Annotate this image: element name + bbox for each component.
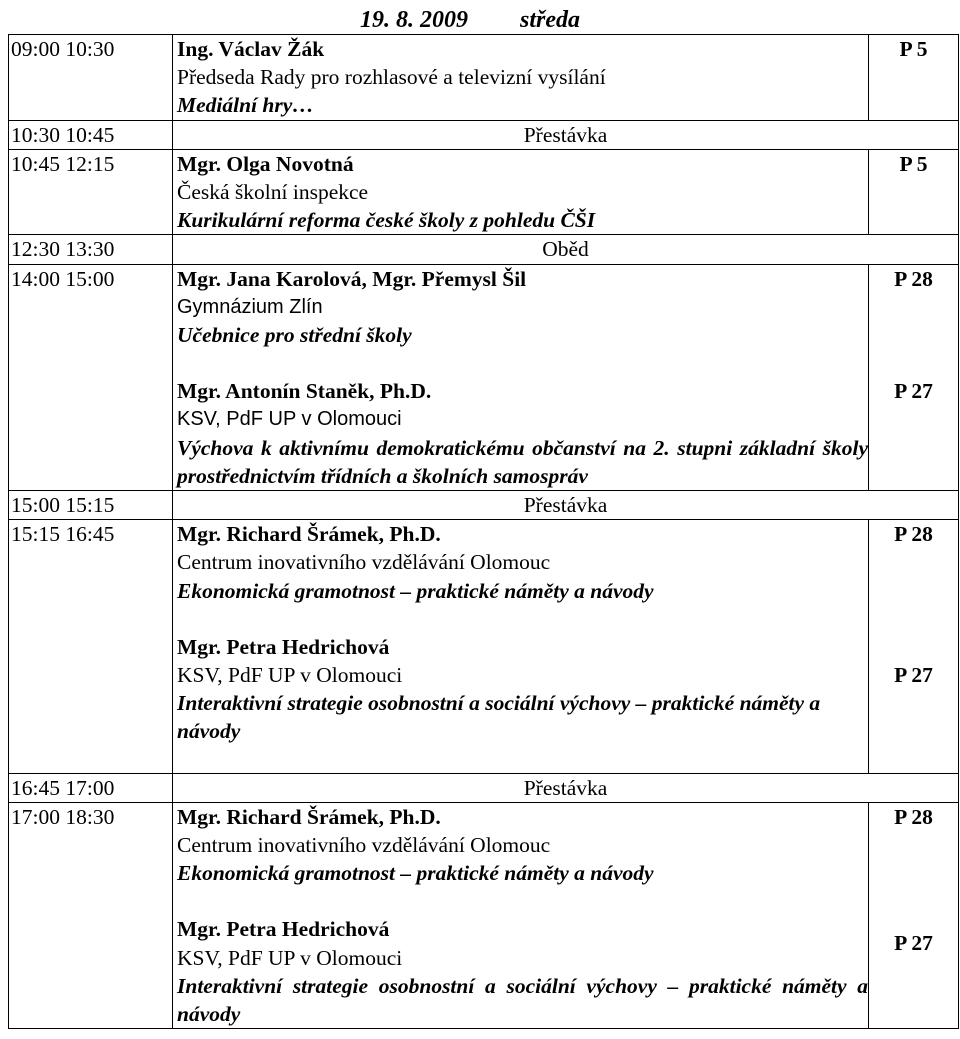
break-label: Přestávka (173, 773, 959, 802)
time-slot: 16:45 17:00 (9, 773, 173, 802)
time-slot: 15:00 15:15 (9, 491, 173, 520)
speaker-affiliation: KSV, PdF UP v Olomouci (177, 663, 403, 688)
speaker-affiliation: Centrum inovativního vzdělávání Olomouc (177, 550, 551, 575)
session (177, 377, 868, 490)
break-label: Přestávka (173, 120, 959, 149)
speaker-name: Mgr. Richard Šrámek, Ph.D. (177, 804, 441, 829)
session (177, 915, 868, 1028)
session (177, 265, 868, 350)
lunch-label: Oběd (173, 235, 959, 264)
session (177, 520, 868, 605)
time-slot: 17:00 18:30 (9, 802, 173, 1028)
speaker-name: Ing. Václav Žák (177, 37, 325, 61)
room: P 27 (894, 378, 933, 403)
lecture-topic: Učebnice pro střední školy (177, 323, 412, 348)
room: P 28 (894, 266, 933, 291)
break-row (9, 491, 959, 520)
lecture-topic: Interaktivní strategie osobnostní a sociální výchovy – praktické náměty a návody (177, 691, 821, 744)
session-cell (173, 802, 869, 1028)
session (177, 803, 868, 888)
speaker-name: Mgr. Petra Hedrichová (177, 917, 390, 942)
speaker-name: Mgr. Jana Karolová, Mgr. Přemysl Šil (177, 266, 527, 291)
session-cell (173, 520, 869, 773)
session-cell (173, 149, 869, 235)
speaker-affiliation: Gymnázium Zlín (177, 295, 323, 318)
lecture-topic: Ekonomická gramotnost – praktické náměty a návody (177, 861, 654, 886)
lecture-topic: Ekonomická gramotnost – praktické náměty a návody (177, 578, 654, 603)
session-cell (173, 264, 869, 490)
lecture-topic: Interaktivní strategie osobnostní a sociální výchovy – praktické náměty a návody (177, 973, 868, 1027)
break-row (9, 773, 959, 802)
session (177, 633, 868, 746)
speaker-affiliation: Centrum inovativního vzdělávání Olomouc (177, 833, 551, 858)
time-slot: 14:00 15:00 (9, 264, 173, 490)
lecture-topic: Mediální hry… (177, 93, 314, 118)
schedule-weekday: středa (520, 7, 580, 33)
room-cell (869, 35, 959, 121)
schedule-date: 19. 8. 2009 (360, 7, 468, 33)
room-cell (869, 802, 959, 1028)
room: P 5 (899, 151, 928, 176)
speaker-name: Mgr. Petra Hedrichová (177, 634, 390, 659)
speaker-name: Mgr. Antonín Staněk, Ph.D. (177, 379, 432, 404)
time-slot: 10:45 12:15 (9, 149, 173, 235)
schedule-row (9, 35, 959, 121)
lunch-row (9, 235, 959, 264)
room-cell (869, 149, 959, 235)
speaker-affiliation: Česká školní inspekce (177, 180, 369, 205)
speaker-affiliation: KSV, PdF UP v Olomouci (177, 945, 403, 970)
schedule-row (9, 520, 959, 773)
schedule-row (9, 264, 959, 490)
schedule-row (9, 149, 959, 235)
lecture-topic: Výchova k aktivnímu demokratickému občanství na 2. stupni základní školy prostřednictvím třídních a školních samospráv (177, 435, 868, 488)
room: P 5 (899, 37, 928, 61)
session-cell (173, 35, 869, 121)
break-row (9, 120, 959, 149)
room: P 27 (894, 663, 933, 688)
time-slot: 12:30 13:30 (9, 235, 173, 264)
room-cell (869, 264, 959, 490)
room-cell (869, 520, 959, 773)
room: P 28 (894, 522, 933, 547)
lecture-topic: Kurikulární reforma české školy z pohledu ČŠI (177, 208, 596, 233)
break-label: Přestávka (173, 491, 959, 520)
time-slot: 09:00 10:30 (9, 35, 173, 121)
speaker-name: Mgr. Richard Šrámek, Ph.D. (177, 522, 441, 547)
speaker-affiliation: KSV, PdF UP v Olomouci (177, 408, 402, 431)
speaker-affiliation: Předseda Rady pro rozhlasové a televizní vysílání (177, 65, 606, 90)
room: P 27 (894, 930, 933, 955)
time-slot: 15:15 16:45 (9, 520, 173, 773)
speaker-name: Mgr. Olga Novotná (177, 151, 354, 176)
schedule-header (8, 5, 958, 34)
schedule-row (9, 802, 959, 1028)
room: P 28 (894, 804, 933, 829)
schedule-table (8, 34, 959, 1029)
schedule-document (8, 5, 958, 1029)
time-slot: 10:30 10:45 (9, 120, 173, 149)
